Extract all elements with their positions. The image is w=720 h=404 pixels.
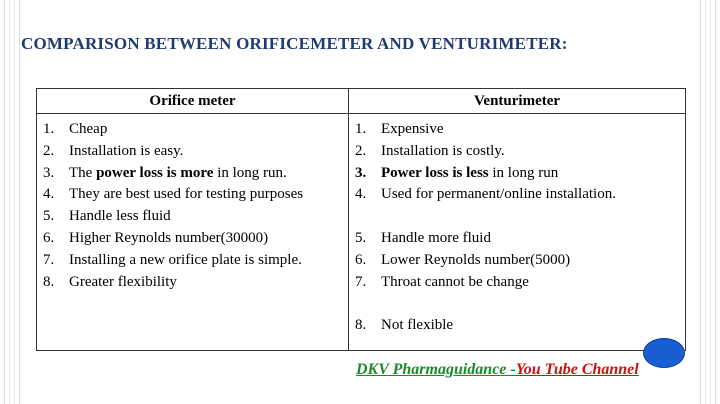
channel-credit (356, 361, 639, 379)
venturi-item-1: 1. Expensive (355, 121, 444, 137)
orifice-item-1: 1. Cheap (43, 121, 108, 137)
blue-circle-marker (643, 338, 685, 368)
channel-name: DKV Pharmaguidance - (356, 361, 516, 378)
venturi-item-2: 2. Installation is costly. (355, 142, 505, 159)
orifice-item-3: 3. The power loss is more in long run. (43, 164, 287, 181)
header-orifice-meter: Orifice meter (37, 89, 349, 114)
orifice-item-5: 5. Handle less fluid (43, 208, 171, 225)
venturi-item-7: 7. Throat cannot be change (355, 273, 529, 290)
header-venturimeter: Venturimeter (349, 89, 686, 114)
channel-suffix: You Tube Channel (515, 361, 639, 378)
orifice-item-6: 6. Higher Reynolds number(30000) (43, 229, 269, 246)
venturi-item-6: 6. Lower Reynolds number(5000) (355, 251, 571, 268)
orifice-item-4: 4. They are best used for testing purposes (43, 186, 304, 203)
right-border-decoration (700, 0, 716, 404)
venturi-column (349, 114, 686, 351)
venturi-item-4: 4. Used for permanent/online installation. (355, 186, 616, 203)
orifice-item-8: 8. Greater flexibility (43, 273, 177, 290)
venturi-item-3: 3. Power loss is less in long run (355, 164, 559, 181)
left-border-decoration (4, 0, 20, 404)
orifice-item-2: 2. Installation is easy. (43, 142, 184, 159)
comparison-table (36, 88, 686, 351)
venturi-item-5: 5. Handle more fluid (355, 229, 491, 246)
slide-title: COMPARISON BETWEEN ORIFICEMETER AND VENTURIMETER: (21, 34, 568, 53)
orifice-item-7: 7. Installing a new orifice plate is simple. (43, 251, 302, 268)
orifice-column (37, 114, 349, 351)
venturi-item-8: 8. Not flexible (355, 317, 454, 334)
